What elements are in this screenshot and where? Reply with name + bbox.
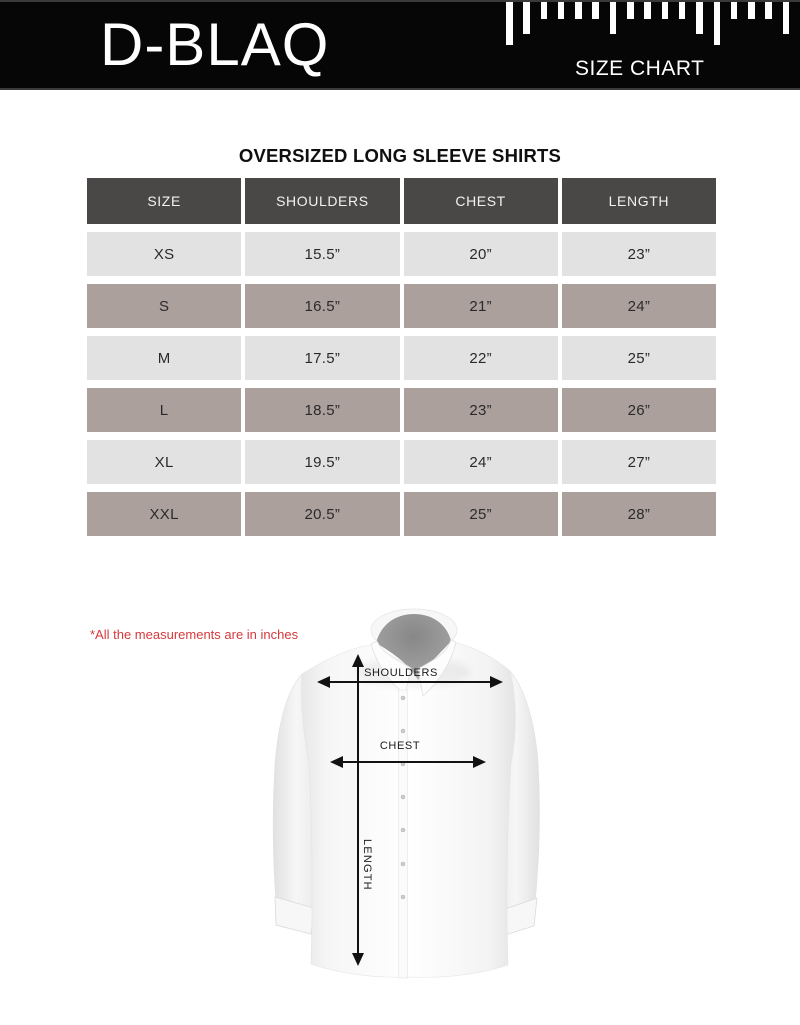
- table-cell: 25”: [562, 336, 716, 380]
- ruler-tick: [592, 2, 599, 19]
- ruler-tick: [696, 2, 703, 34]
- table-cell: XS: [87, 232, 241, 276]
- ruler-tick: [748, 2, 755, 19]
- ruler-tick: [575, 2, 582, 19]
- ruler-tick: [765, 2, 772, 19]
- column-header-chest: CHEST: [404, 178, 558, 224]
- table-cell: 27”: [562, 440, 716, 484]
- table-cell: 23”: [404, 388, 558, 432]
- table-cell: L: [87, 388, 241, 432]
- table-cell: 22”: [404, 336, 558, 380]
- table-cell: 16.5”: [245, 284, 399, 328]
- table-cell: 26”: [562, 388, 716, 432]
- size-table: [87, 178, 716, 536]
- ruler-tick: [662, 2, 669, 19]
- measurements-note: *All the measurements are in inches: [90, 627, 299, 642]
- table-cell: 28”: [562, 492, 716, 536]
- ruler-tick: [679, 2, 686, 19]
- ruler-tick: [644, 2, 651, 19]
- column-header-length: LENGTH: [562, 178, 716, 224]
- ruler-tick: [558, 2, 565, 19]
- table-cell: 21”: [404, 284, 558, 328]
- ruler-tick: [506, 2, 513, 45]
- ruler-tick: [731, 2, 738, 19]
- column-header-shoulders: SHOULDERS: [245, 178, 399, 224]
- table-cell: 20.5”: [245, 492, 399, 536]
- table-cell: XL: [87, 440, 241, 484]
- table-cell: 17.5”: [245, 336, 399, 380]
- ruler-tick: [541, 2, 548, 19]
- ruler-tick: [610, 2, 617, 34]
- brand-logo: D-BLAQ: [100, 11, 330, 78]
- table-cell: 18.5”: [245, 388, 399, 432]
- ruler-tick: [627, 2, 634, 19]
- ruler-tick: [714, 2, 721, 45]
- table-cell: 24”: [562, 284, 716, 328]
- length-measure-label: LENGTH: [361, 839, 373, 891]
- ruler-tick: [523, 2, 530, 34]
- chest-measure-label: CHEST: [379, 740, 421, 752]
- table-cell: 25”: [404, 492, 558, 536]
- table-cell: 24”: [404, 440, 558, 484]
- table-cell: M: [87, 336, 241, 380]
- page-title: OVERSIZED LONG SLEEVE SHIRTS: [238, 145, 562, 166]
- size-chart-label: SIZE CHART: [575, 57, 705, 80]
- table-cell: 19.5”: [245, 440, 399, 484]
- table-cell: 23”: [562, 232, 716, 276]
- shirt-body: [301, 641, 515, 977]
- table-cell: 15.5”: [245, 232, 399, 276]
- table-cell: XXL: [87, 492, 241, 536]
- table-cell: 20”: [404, 232, 558, 276]
- shoulders-measure-label: SHOULDERS: [364, 667, 438, 679]
- shirt-illustration: [230, 600, 590, 1020]
- top-banner: [0, 0, 800, 90]
- ruler-icon: [506, 2, 800, 50]
- ruler-tick: [783, 2, 790, 34]
- table-cell: S: [87, 284, 241, 328]
- column-header-size: SIZE: [87, 178, 241, 224]
